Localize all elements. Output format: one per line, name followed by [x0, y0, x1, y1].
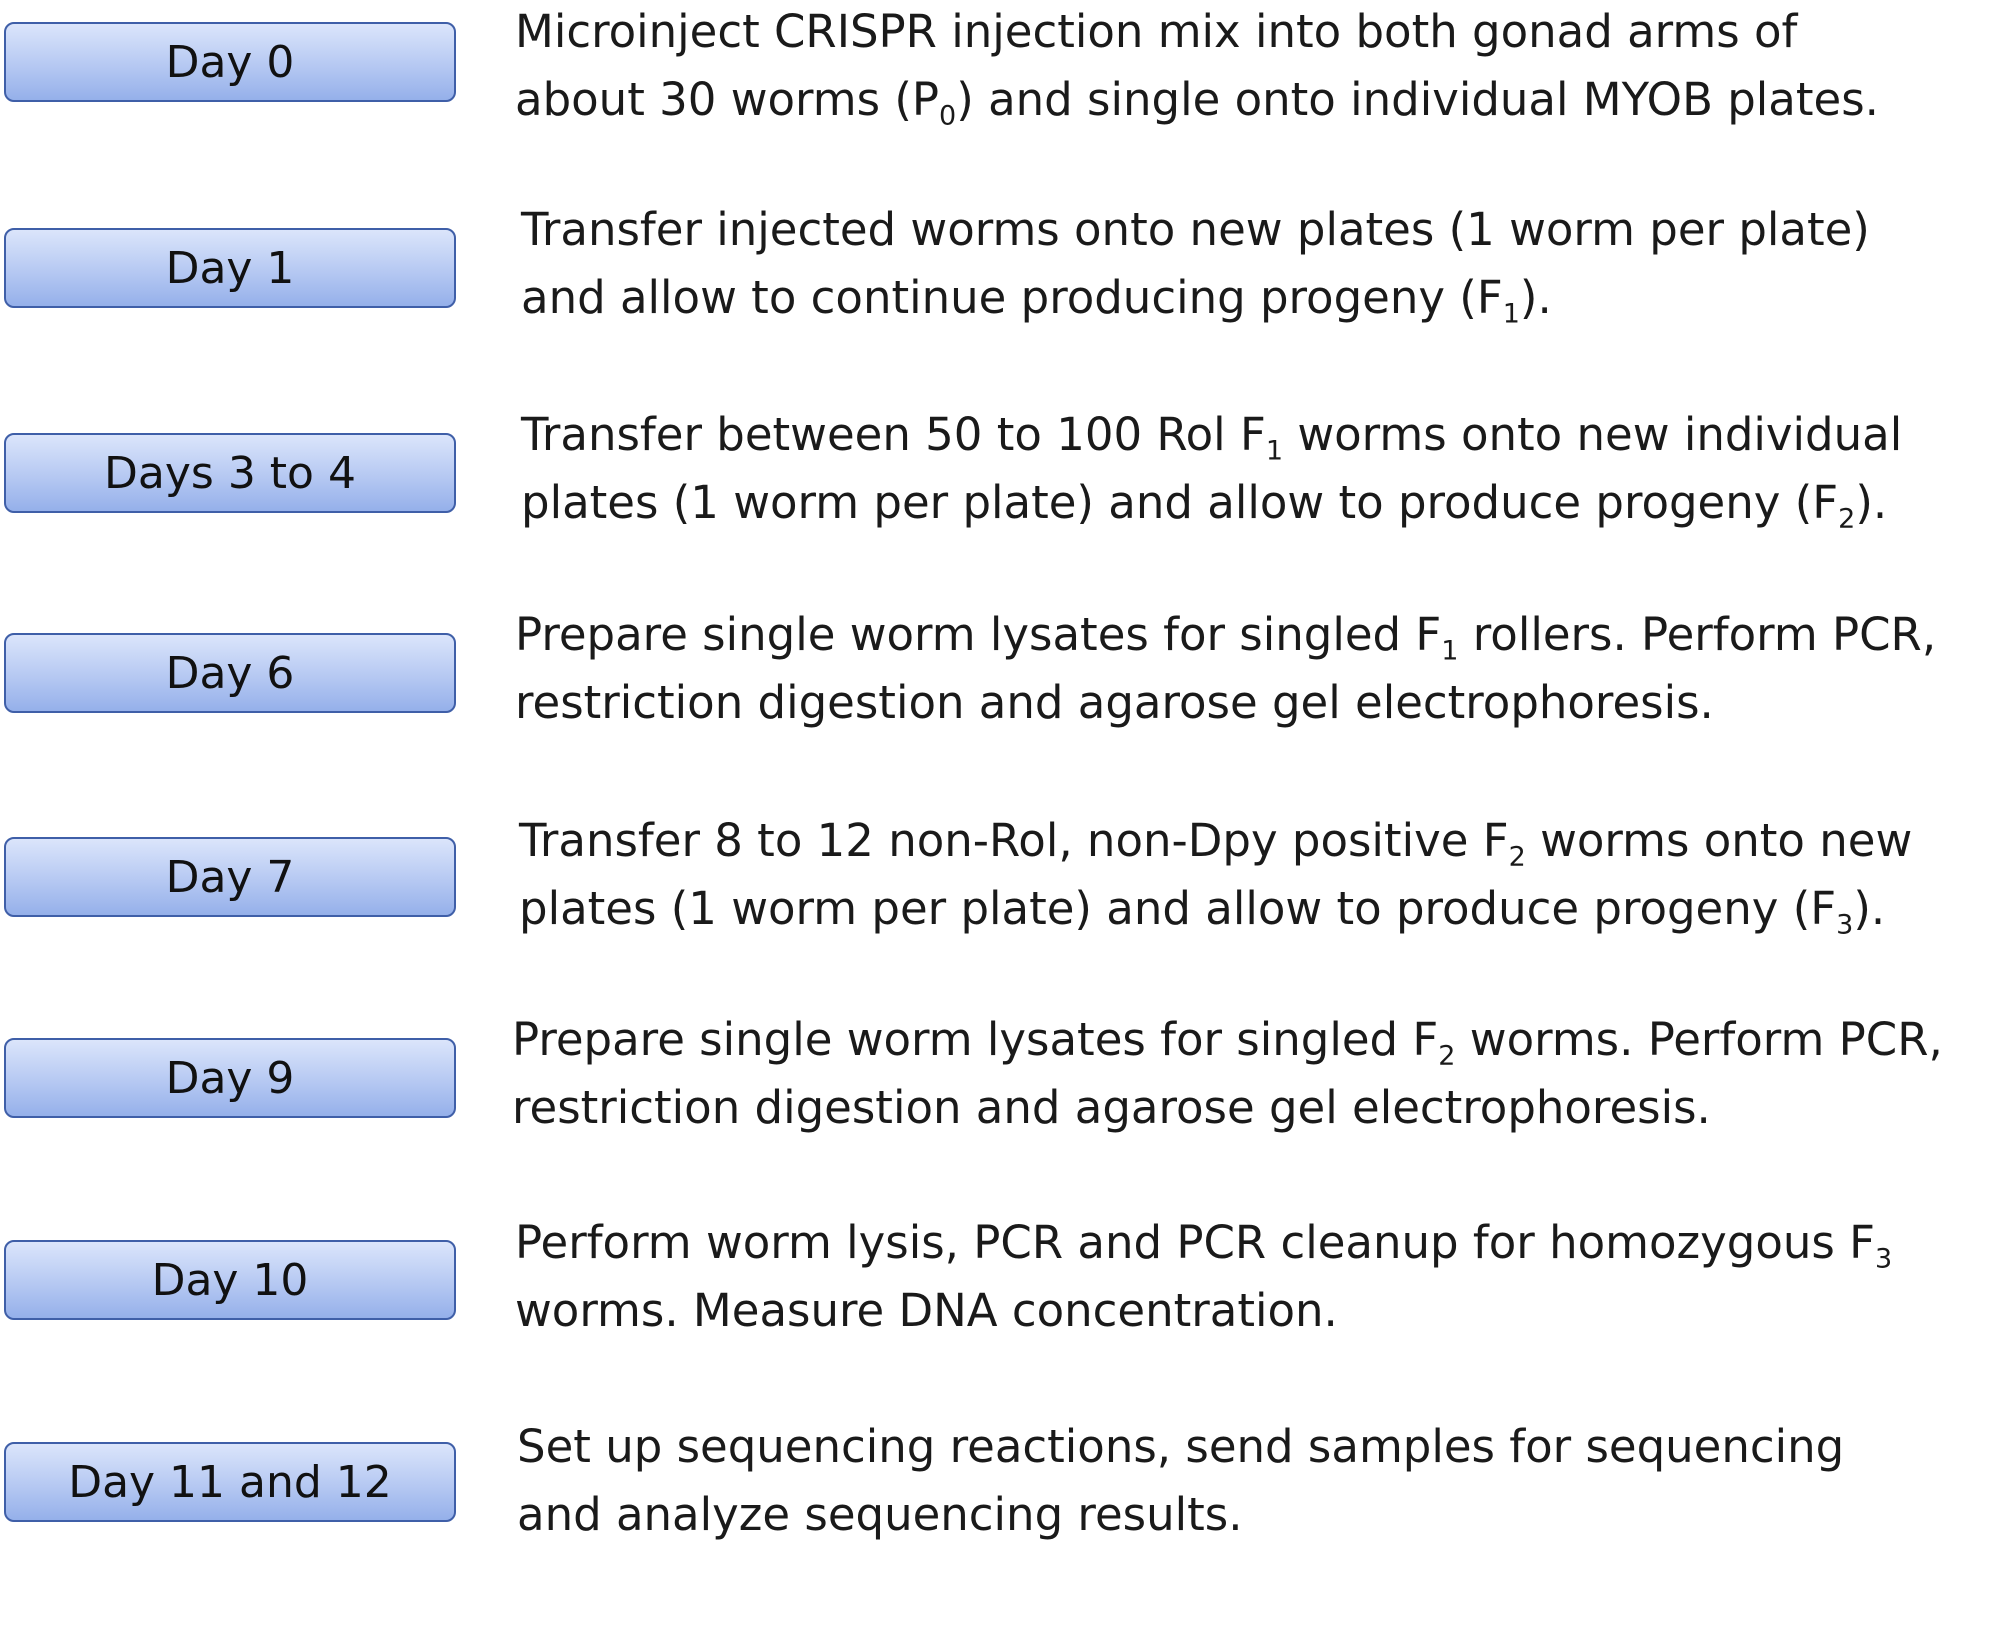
- timeline-step: [0, 5, 2000, 222]
- description-line: [519, 875, 1999, 943]
- description-text: ).: [1855, 476, 1888, 529]
- description-text: and analyze sequencing results.: [517, 1488, 1243, 1541]
- description-text: worms onto new individual: [1283, 408, 1903, 461]
- step-description: [512, 1006, 1992, 1142]
- description-text: Transfer injected worms onto new plates (1 worm per plate): [521, 203, 1870, 256]
- description-text: ).: [1519, 271, 1552, 324]
- day-label-box: Day 0: [4, 22, 456, 102]
- description-text: ).: [1853, 882, 1886, 935]
- description-line: [515, 1209, 1995, 1277]
- generation-subscript: 3: [1836, 909, 1854, 941]
- description-text: about 30 worms (P: [515, 73, 940, 126]
- description-text: Microinject CRISPR injection mix into both gonad arms of: [515, 5, 1798, 58]
- step-description: [515, 1209, 1995, 1345]
- description-text: and allow to continue producing progeny (F: [521, 271, 1503, 324]
- description-text: worms onto new: [1525, 814, 1913, 867]
- step-description: [515, 0, 1995, 134]
- description-line: [517, 1413, 1997, 1481]
- timeline-step: [0, 203, 2000, 428]
- generation-subscript: 2: [1508, 841, 1526, 873]
- description-line: [521, 196, 2000, 264]
- day-label-box: Day 11 and 12: [4, 1442, 456, 1522]
- step-description: [521, 401, 2000, 537]
- description-line: [512, 1006, 1992, 1074]
- description-text: Transfer between 50 to 100 Rol F: [521, 408, 1266, 461]
- description-line: [519, 807, 1999, 875]
- generation-subscript: 0: [939, 100, 957, 132]
- description-text: restriction digestion and agarose gel electrophoresis.: [515, 676, 1714, 729]
- description-text: rollers. Perform PCR,: [1458, 608, 1937, 661]
- description-text: worms. Perform PCR,: [1455, 1013, 1943, 1066]
- description-text: restriction digestion and agarose gel electrophoresis.: [512, 1081, 1711, 1134]
- description-line: [521, 264, 2000, 332]
- step-description: [519, 807, 1999, 943]
- day-label-box: Day 6: [4, 633, 456, 713]
- description-text: Perform worm lysis, PCR and PCR cleanup for homozygous F: [515, 1216, 1875, 1269]
- day-label-box: Day 7: [4, 837, 456, 917]
- description-text: plates (1 worm per plate) and allow to produce progeny (F: [519, 882, 1837, 935]
- description-text: Set up sequencing reactions, send samples for sequencing: [517, 1420, 1845, 1473]
- description-line: [512, 1074, 1992, 1142]
- description-line: [521, 469, 2000, 537]
- description-line: [515, 0, 1995, 66]
- timeline-step: [0, 1013, 2000, 1238]
- timeline-step: [0, 1216, 2000, 1440]
- description-text: Prepare single worm lysates for singled F: [512, 1013, 1439, 1066]
- step-description: [515, 601, 1995, 737]
- day-label-box: Days 3 to 4: [4, 433, 456, 513]
- generation-subscript: 1: [1441, 635, 1459, 667]
- description-line: [515, 1277, 1995, 1345]
- description-text: worms. Measure DNA concentration.: [515, 1284, 1338, 1337]
- description-line: [515, 669, 1995, 737]
- day-label-box: Day 10: [4, 1240, 456, 1320]
- step-description: [521, 196, 2000, 332]
- generation-subscript: 2: [1838, 503, 1856, 535]
- generation-subscript: 2: [1438, 1040, 1456, 1072]
- day-label-box: Day 1: [4, 228, 456, 308]
- description-line: [515, 66, 1995, 134]
- description-line: [517, 1481, 1997, 1549]
- description-text: Transfer 8 to 12 non-Rol, non-Dpy positive F: [519, 814, 1509, 867]
- step-description: [517, 1413, 1997, 1549]
- description-line: [515, 601, 1995, 669]
- generation-subscript: 1: [1502, 298, 1520, 330]
- timeline-step: [0, 608, 2000, 833]
- description-line: [521, 401, 2000, 469]
- description-text: Prepare single worm lysates for singled F: [515, 608, 1442, 661]
- timeline-step: [0, 1420, 2000, 1642]
- description-text: ) and single onto individual MYOB plates.: [956, 73, 1879, 126]
- description-text: plates (1 worm per plate) and allow to produce progeny (F: [521, 476, 1839, 529]
- generation-subscript: 3: [1875, 1243, 1893, 1275]
- day-label-box: Day 9: [4, 1038, 456, 1118]
- generation-subscript: 1: [1265, 435, 1284, 467]
